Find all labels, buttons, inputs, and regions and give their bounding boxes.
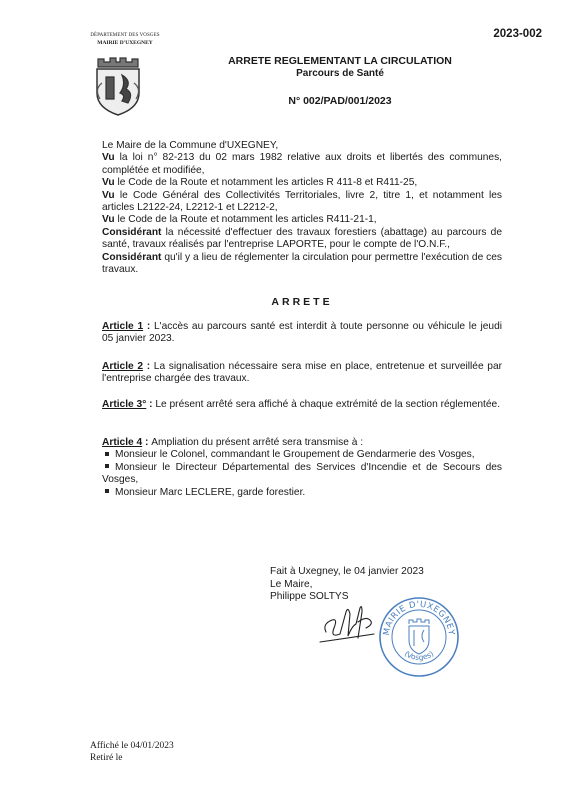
bullet-icon <box>105 489 109 493</box>
preamble-keyword: Vu <box>102 152 115 164</box>
arrete-heading: ARRETE <box>271 296 333 308</box>
preamble-text: qu'il y a lieu de réglementer la circulation pour permettre l'exécution de ces travaux. <box>102 251 502 276</box>
preamble-item <box>102 190 502 215</box>
preamble-item <box>102 252 502 277</box>
preamble-item <box>102 214 502 226</box>
preamble-text: le Code Général des Collectivités Territoriales, livre 2, titre 1, et notamment les articles L2122-24, L2212-1 et L2212-2, <box>102 189 502 214</box>
article-label: Article 1 <box>102 321 144 332</box>
article-separator: : <box>142 437 152 448</box>
article-text: Ampliation du présent arrêté sera transmise à : <box>151 437 364 448</box>
svg-text:(Vosges) <box>403 649 436 662</box>
article-2 <box>102 361 502 386</box>
signature-role: Le Maire, <box>270 578 313 590</box>
preamble-keyword: Vu <box>102 177 115 189</box>
bullet-icon <box>105 464 109 468</box>
article-4 <box>102 437 502 499</box>
recipient-text: Monsieur Marc LECLERE, garde forestier. <box>115 486 306 498</box>
article-separator: : <box>146 399 156 410</box>
document-subtitle: Parcours de Santé <box>296 68 384 79</box>
article-3 <box>102 399 502 411</box>
article-label: Article 3° <box>102 399 147 410</box>
article-1 <box>102 321 502 346</box>
document-number: N° 002/PAD/001/2023 <box>288 95 392 107</box>
recipient-item <box>102 487 502 499</box>
signature-place-date: Fait à Uxegney, le 04 janvier 2023 <box>270 566 424 577</box>
stamp-bottom-text: (Vosges) <box>402 649 436 662</box>
article-label: Article 4 <box>102 437 143 448</box>
document-reference: 2023-002 <box>493 28 542 40</box>
preamble-keyword: Vu <box>102 214 115 226</box>
article-text: Le présent arrêté sera affiché à chaque extrémité de la section réglementée. <box>155 399 501 410</box>
posted-date: Affiché le 04/01/2023 <box>90 741 174 751</box>
recipient-item <box>102 462 502 487</box>
recipient-text: Monsieur le Directeur Départemental des Services d'Incendie et de Secours des Vosges, <box>102 461 502 486</box>
recipient-item <box>102 449 502 461</box>
official-stamp <box>378 596 460 678</box>
article-separator: : <box>143 361 154 372</box>
recipient-text: Monsieur le Colonel, commandant le Groupement de Gendarmerie des Vosges, <box>115 449 475 461</box>
bullet-icon <box>105 452 109 456</box>
header-mairie: MAIRIE D'UXEGNEY <box>97 40 153 46</box>
preamble-keyword: Vu <box>102 189 115 201</box>
document-title: ARRETE REGLEMENTANT LA CIRCULATION <box>228 55 452 67</box>
preamble <box>102 140 502 276</box>
stamp-ring-text: MAIRIE D'UXEGNEY <box>381 599 457 637</box>
preamble-item <box>102 177 502 189</box>
article-label: Article 2 <box>102 361 144 372</box>
preamble-keyword: Considérant <box>102 226 162 238</box>
posting-info <box>90 740 174 764</box>
preamble-keyword: Considérant <box>102 251 162 263</box>
article-text: L'accès au parcours santé est interdit à toute personne ou véhicule le jeudi 05 janvier 2023. <box>102 321 502 345</box>
preamble-item <box>102 227 502 252</box>
preamble-text: le Code de la Route et notamment les articles R411-21-1, <box>114 214 377 226</box>
preamble-intro: Le Maire de la Commune d'UXEGNEY, <box>102 140 279 151</box>
coat-of-arms-crest <box>88 53 148 117</box>
preamble-text: la nécessité d'effectuer des travaux forestiers (abattage) au parcours de santé, travaux réalisés par l'entreprise LAPORTE, pour le compte de l'O.N.F., <box>102 226 502 251</box>
removed-date: Retiré le <box>90 753 123 763</box>
article-text: La signalisation nécessaire sera mise en place, entretenue et surveillée par l'entreprise chargée des travaux. <box>102 361 503 385</box>
signature-name: Philippe SOLTYS <box>270 591 349 602</box>
header-department: DÉPARTEMENT DES VOSGES <box>90 33 160 38</box>
article-separator: : <box>143 321 154 332</box>
preamble-text: la loi n° 82-213 du 02 mars 1982 relative aux droits et libertés des communes, complétée et modifiée, <box>102 152 502 176</box>
preamble-text: le Code de la Route et notamment les articles R 411-8 et R411-25, <box>114 177 418 189</box>
preamble-item <box>102 152 502 177</box>
